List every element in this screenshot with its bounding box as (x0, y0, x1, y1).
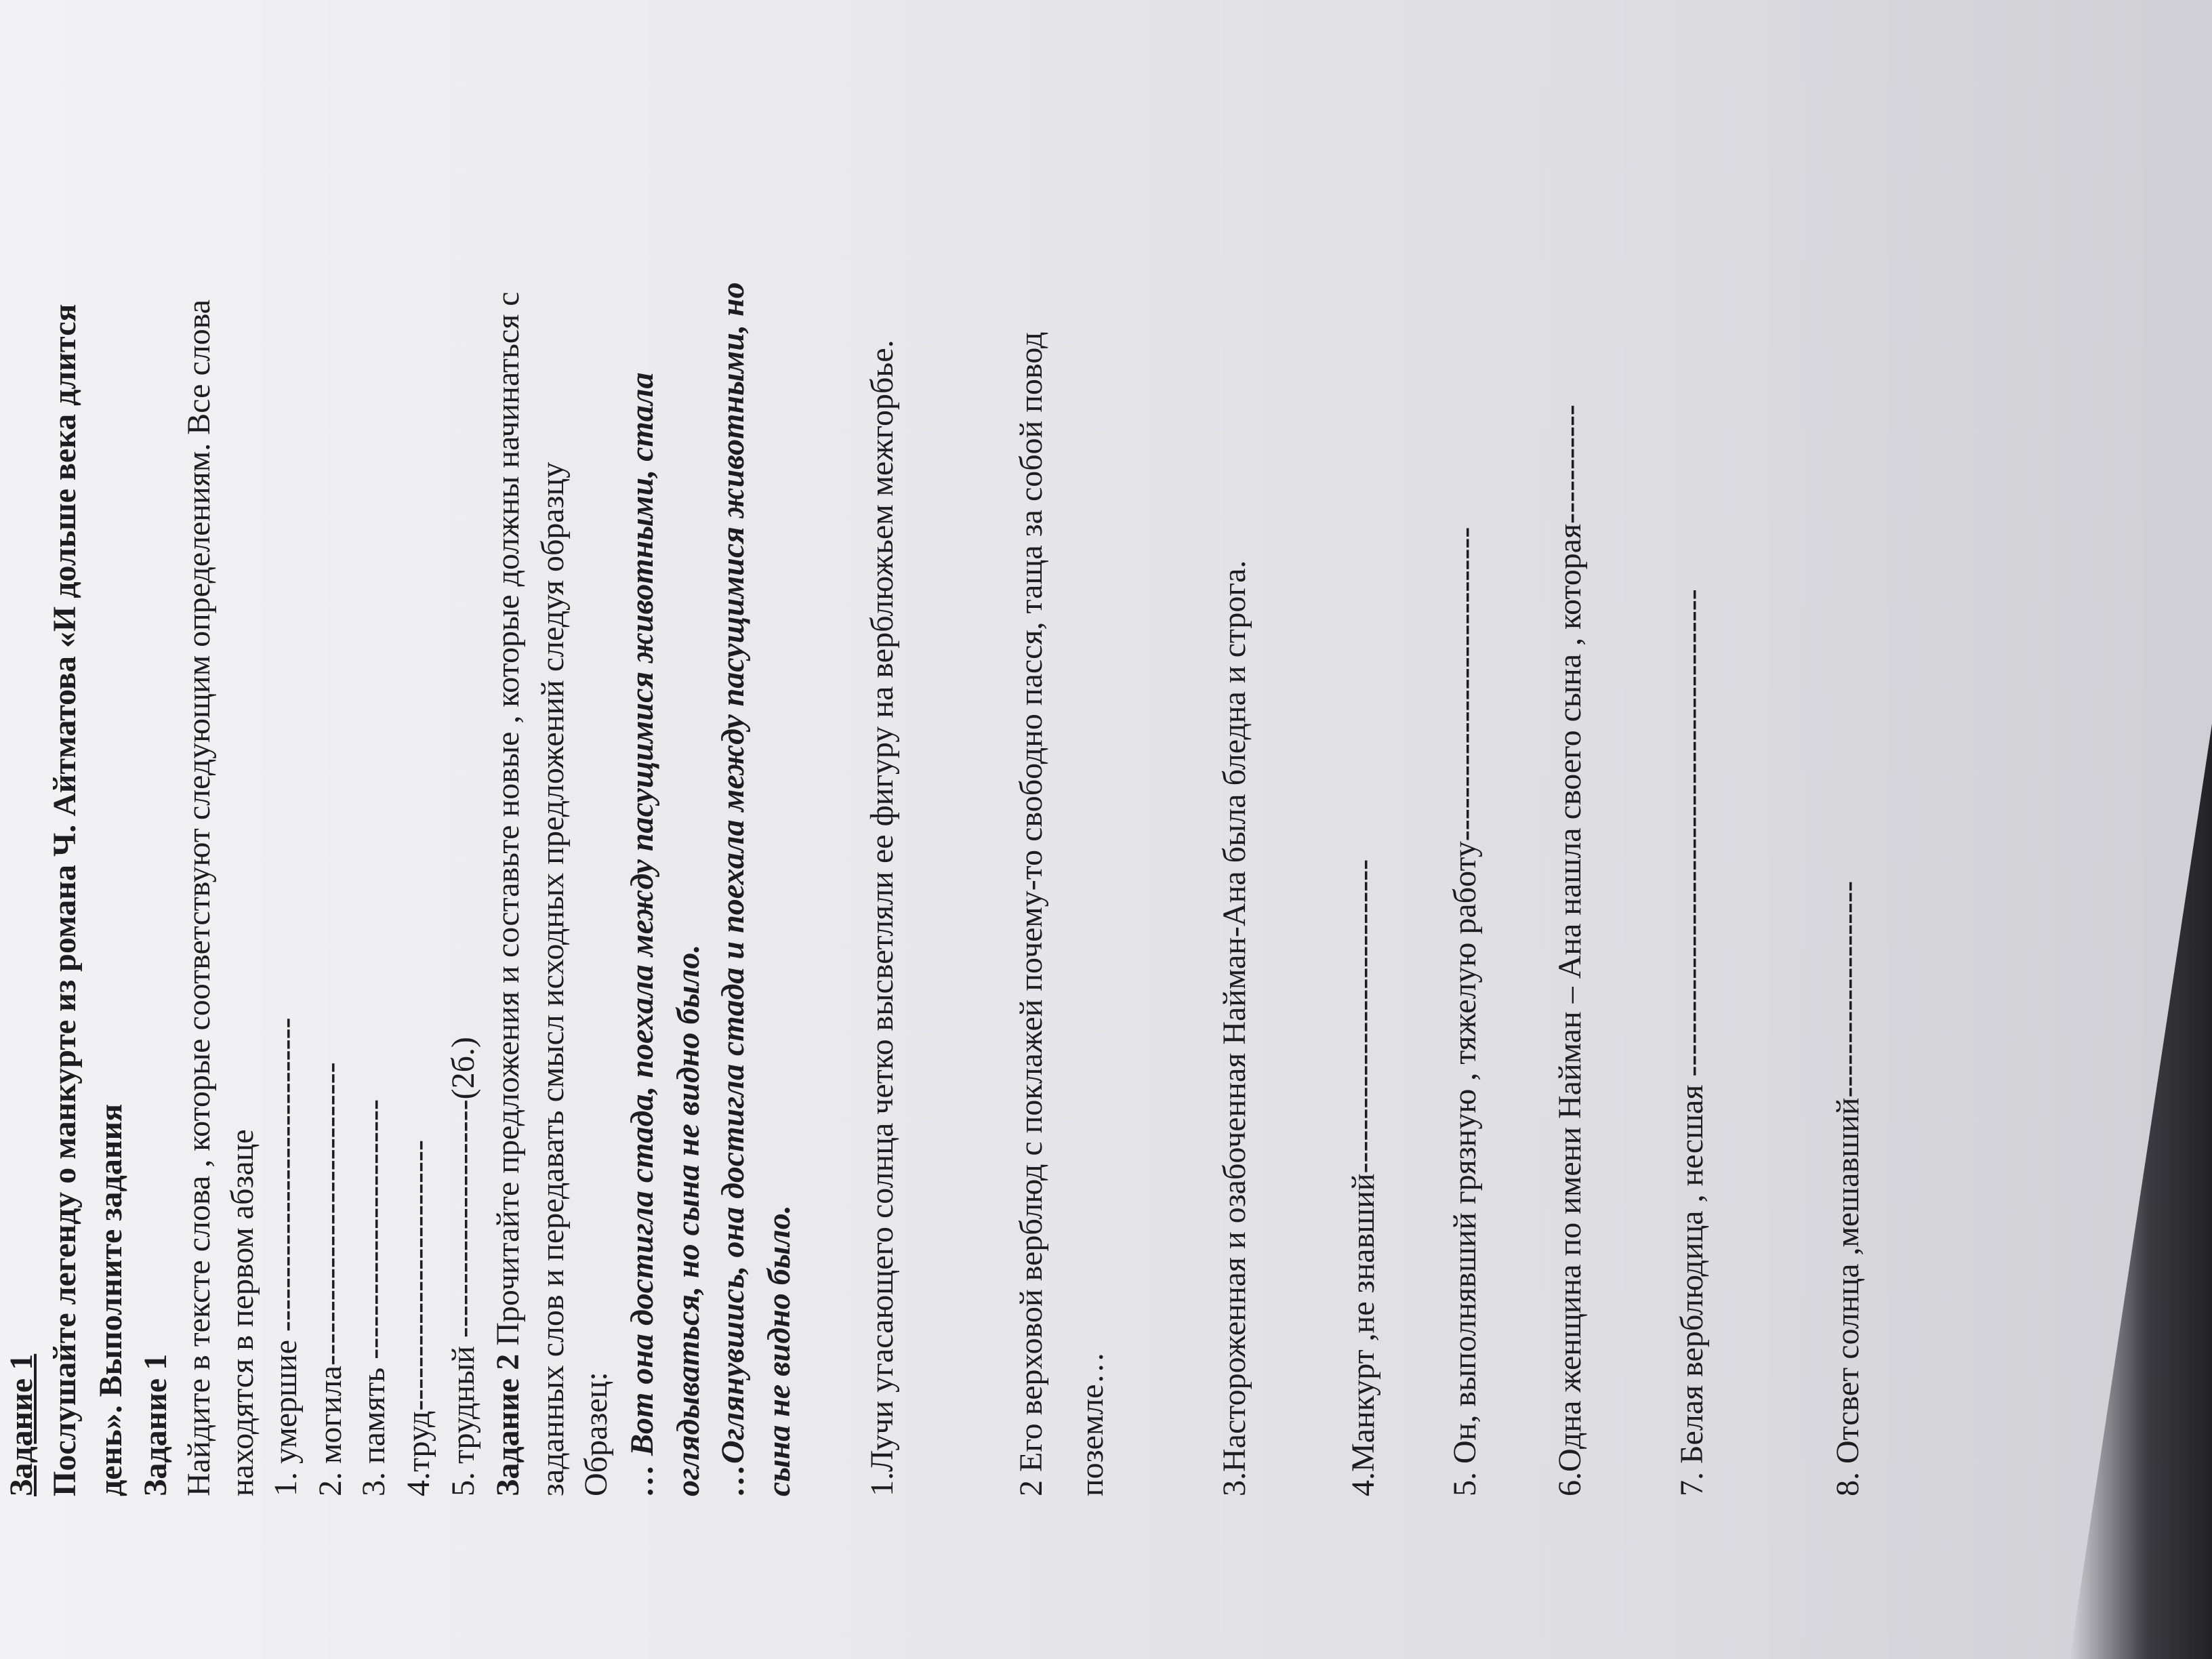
task2-instruction-text: Прочитайте предложения и составьте новые , которые должны начинаться с (490, 291, 526, 1346)
task2-title: Задание 2 (490, 1353, 526, 1496)
task1-item-1: 1. умершие ----------------------------- (268, 1017, 304, 1496)
task1-instruction-line-2: находятся в первом абзаце (224, 1129, 260, 1496)
task2-instruction-line-1 (487, 291, 530, 1496)
task1-item-3: 3. память ------------------------ (356, 1099, 392, 1496)
sample-line-1: … Вот она достигла стада, поехала между пасущимися животными, стала (624, 372, 660, 1496)
task1-item-5: 5. трудный ----------------------(2б.) (445, 1037, 481, 1496)
intro-line-2: день». Выполните задания (93, 1103, 129, 1496)
task-heading: Задание 1 (3, 1353, 39, 1496)
task1-title: Задание 1 (138, 1353, 173, 1496)
sentence-8: 8. Отсвет солнца ,мешавший-------------------- (1830, 880, 1866, 1496)
intro-line-1: Послушайте легенду о манкурте из романа Ч. Айтматова «И дольше века длится (47, 304, 83, 1496)
sample-line-3: …Оглянувшись, она достигла стада и поехала между пасущимися животными, но (715, 282, 751, 1496)
task1-item-4: 4.труд------------------------- (401, 1140, 436, 1496)
sentence-2-line-1: 2 Его верховой верблюд с поклажей почему-то свободно пасся, таща за собой повод (1013, 331, 1049, 1496)
sentence-1: 1.Лучи угасающего солнца четко высветляли ее фигуру на верблюжьем межгорбье. (864, 340, 900, 1496)
task2-instruction-line-2: заданных слов и передавать смысл исходных предложений следуя образцу (535, 462, 571, 1496)
sentence-6: 6.Одна женщина по имени Найман – Ана нашла своего сына , которая----------- (1552, 405, 1588, 1496)
task1-item-2: 2. могила---------------------------- (312, 1062, 348, 1496)
sample-label: Образец: (578, 1372, 614, 1496)
sample-line-2: оглядываться, но сына не видно было. (670, 944, 706, 1496)
sample-line-4: сына не видно было. (761, 1205, 797, 1496)
sentence-7: 7. Белая верблюдица , несшая --------------------------------------------- (1674, 589, 1710, 1496)
task1-instruction-line-1: Найдите в тексте слова , которые соответствуют следующим определениям. Все слова (181, 299, 217, 1496)
sentence-3: 3.Настороженная и озабоченная Найман-Ана была бледна и строга. (1216, 560, 1252, 1496)
sentence-5: 5. Он, выполнявший грязную , тяжелую работу----------------------------- (1447, 527, 1483, 1496)
sentence-2-line-2: поземле… (1074, 1351, 1110, 1496)
sentence-4: 4.Манкурт ,не знавший----------------------------- (1345, 859, 1381, 1496)
